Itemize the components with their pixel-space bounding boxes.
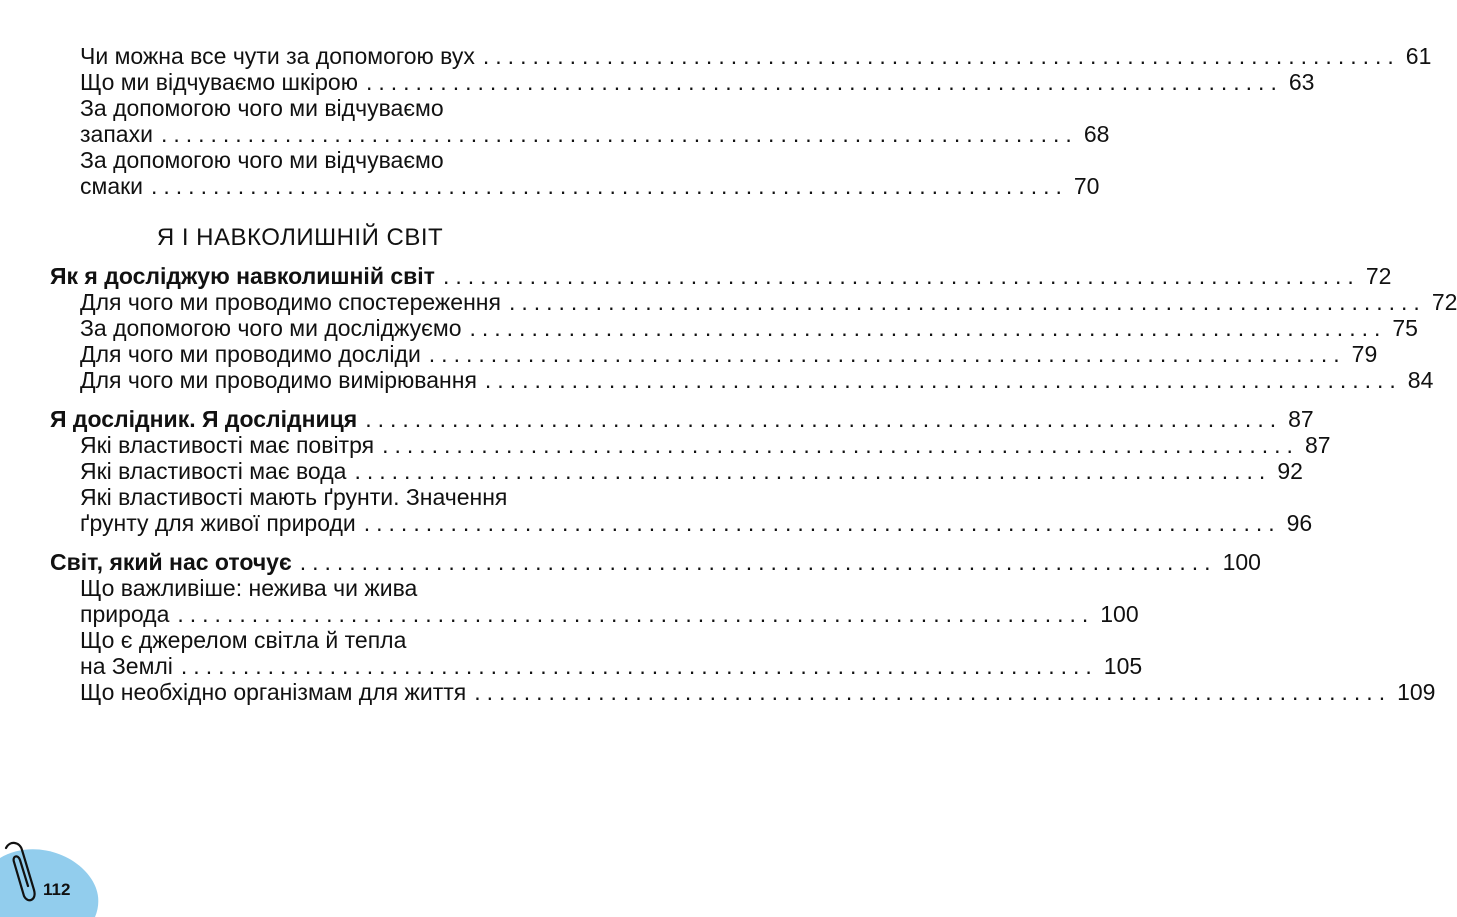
toc-entry[interactable] bbox=[80, 314, 1418, 342]
leader-dots: .......................................................................... bbox=[469, 315, 1387, 341]
leader-dots: .......................................................................... bbox=[428, 341, 1346, 367]
toc-entry[interactable] bbox=[80, 340, 1378, 368]
toc-entry-page: 84 bbox=[1407, 367, 1434, 393]
toc-entry-page: 92 bbox=[1277, 458, 1303, 484]
chapter-title: Світ, який нас оточує bbox=[50, 549, 292, 575]
toc-entry-title-line1: Що важливіше: нежива чи жива bbox=[80, 575, 418, 601]
toc-entry[interactable] bbox=[80, 457, 1303, 485]
toc-entry[interactable] bbox=[80, 509, 1313, 537]
toc-entry-title: природа bbox=[80, 601, 170, 627]
toc-entry-title: Для чого ми проводимо досліди bbox=[80, 341, 421, 367]
toc-entry[interactable] bbox=[80, 288, 1457, 316]
toc-entry[interactable] bbox=[80, 68, 1315, 96]
toc-entry-title: Для чого ми проводимо спостереження bbox=[80, 289, 501, 315]
toc-entry[interactable] bbox=[80, 652, 1143, 680]
toc-entry-title: Для чого ми проводимо вимірювання bbox=[80, 367, 477, 393]
leader-dots: .......................................................................... bbox=[160, 121, 1078, 147]
toc-entry-page: 79 bbox=[1351, 341, 1378, 367]
toc-entry[interactable] bbox=[80, 172, 1100, 200]
toc-entry[interactable] bbox=[80, 431, 1331, 459]
toc-entry-page: 109 bbox=[1397, 679, 1436, 705]
chapter-page: 72 bbox=[1365, 263, 1392, 289]
toc-entry-title: запахи bbox=[80, 121, 153, 147]
leader-dots: .......................................................................... bbox=[365, 406, 1283, 432]
toc-entry-page: 75 bbox=[1392, 315, 1418, 341]
toc-entry-page: 70 bbox=[1073, 173, 1100, 199]
leader-dots: .......................................................................... bbox=[151, 173, 1068, 199]
leader-dots: .......................................................................... bbox=[484, 367, 1402, 393]
toc-entry-title-line1: Що є джерелом світла й тепла bbox=[80, 627, 407, 653]
toc-entry[interactable] bbox=[80, 42, 1432, 70]
leader-dots: .......................................................................... bbox=[482, 43, 1400, 69]
toc-entry[interactable] bbox=[80, 600, 1139, 628]
toc-entry[interactable] bbox=[80, 120, 1110, 148]
toc-entry-title-line1: Які властивості мають ґрунти. Значення bbox=[80, 484, 508, 510]
toc-entry-title: За допомогою чого ми досліджуємо bbox=[80, 315, 462, 341]
corner-decoration bbox=[0, 838, 110, 917]
toc-entry-page: 61 bbox=[1405, 43, 1432, 69]
chapter-title: Я дослідник. Я дослідниця bbox=[50, 406, 358, 432]
leader-dots: .......................................................................... bbox=[177, 601, 1095, 627]
leader-dots: .......................................................................... bbox=[382, 432, 1299, 458]
leader-dots: .......................................................................... bbox=[474, 679, 1392, 705]
toc-entry-title-line1: За допомогою чого ми відчуваємо bbox=[80, 95, 444, 121]
toc-entry-title: Які властивості має повітря bbox=[80, 432, 375, 458]
toc-entry-title: Чи можна все чути за допомогою вух bbox=[80, 43, 475, 69]
toc-entry-page: 100 bbox=[1100, 601, 1139, 627]
toc-entry-title: на Землі bbox=[80, 653, 173, 679]
toc-entry-title-line1: За допомогою чого ми відчуваємо bbox=[80, 147, 444, 173]
chapter-entry[interactable] bbox=[50, 405, 1314, 433]
chapter-entry[interactable] bbox=[50, 548, 1261, 576]
leader-dots: .......................................................................... bbox=[508, 289, 1426, 315]
toc-entry-page: 63 bbox=[1288, 69, 1315, 95]
leader-dots: .......................................................................... bbox=[180, 653, 1098, 679]
toc-entry-page: 72 bbox=[1431, 289, 1457, 315]
toc-entry-title: смаки bbox=[80, 173, 144, 199]
toc-entry[interactable] bbox=[80, 678, 1436, 706]
page-number: 112 bbox=[43, 880, 71, 899]
chapter-entry[interactable] bbox=[50, 262, 1392, 290]
leader-dots: .......................................................................... bbox=[365, 69, 1283, 95]
leader-dots: .......................................................................... bbox=[363, 510, 1281, 536]
toc-entry[interactable] bbox=[80, 366, 1434, 394]
toc-entry-page: 105 bbox=[1103, 653, 1143, 679]
chapter-title: Як я досліджую навколишній світ bbox=[50, 263, 435, 289]
toc-entry-title: Що ми відчуваємо шкірою bbox=[80, 69, 358, 95]
toc-entry-page: 96 bbox=[1286, 510, 1313, 536]
toc-entry-page: 87 bbox=[1304, 432, 1331, 458]
toc-entry-title: Що необхідно організмам для життя bbox=[80, 679, 467, 705]
chapter-page: 87 bbox=[1288, 406, 1314, 432]
leader-dots: .......................................................................... bbox=[299, 549, 1217, 575]
section-heading: Я І НАВКОЛИШНІЙ СВІТ bbox=[156, 224, 444, 251]
toc-entry-page: 68 bbox=[1083, 121, 1110, 147]
toc-entry-title: Які властивості має вода bbox=[80, 458, 347, 484]
chapter-page: 100 bbox=[1222, 549, 1261, 575]
leader-dots: .......................................................................... bbox=[354, 458, 1272, 484]
toc-entry-title: ґрунту для живої природи bbox=[80, 510, 356, 536]
leader-dots: .......................................................................... bbox=[442, 263, 1360, 289]
